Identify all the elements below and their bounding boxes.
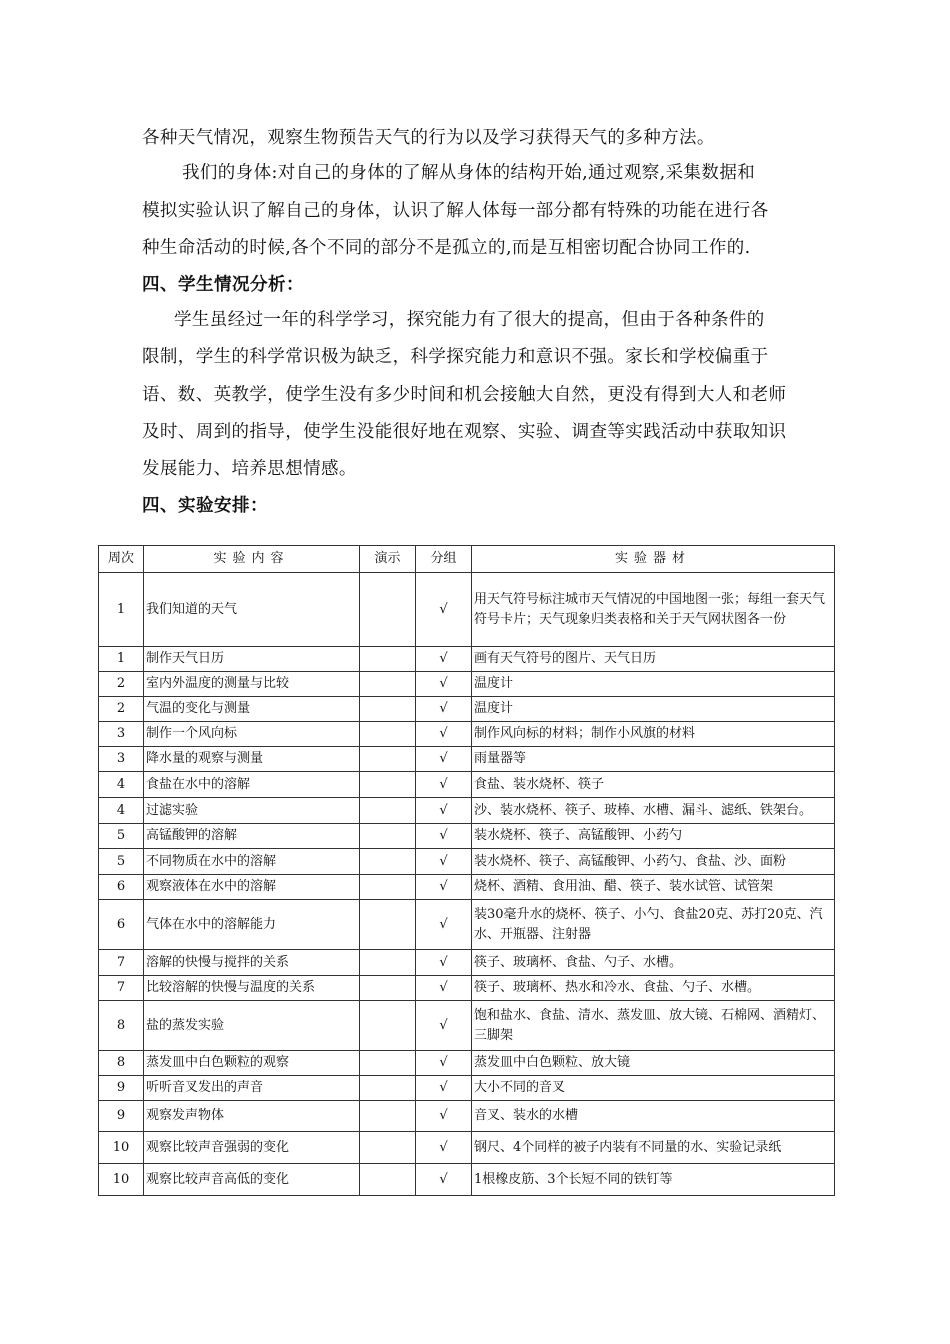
cell-content: 气体在水中的溶解能力 [144,900,360,950]
cell-materials: 制作风向标的材料；制作小风旗的材料 [472,722,835,747]
table-row [99,1051,835,1076]
text-line: 发展能力、培养思想情感。 [142,459,357,479]
cell-demo [360,697,416,722]
cell-group: √ [416,672,472,697]
cell-materials: 饱和盐水、食盐、清水、蒸发皿、放大镜、石棉网、酒精灯、三脚架 [472,1001,835,1051]
cell-content: 降水量的观察与测量 [144,747,360,772]
text-line: 我们的身体:对自己的身体的了解从身体的结构开始,通过观察,采集数据和 [182,163,756,183]
text-line: 模拟实验认识了解自己的身体，认识了解人体每一部分都有特殊的功能在进行各 [142,201,769,221]
cell-content: 观察发声物体 [144,1101,360,1132]
cell-content: 高锰酸钾的溶解 [144,824,360,849]
header-week: 周次 [99,546,144,573]
cell-week: 4 [99,772,144,798]
cell-group: √ [416,849,472,875]
cell-demo [360,573,416,647]
cell-materials: 画有天气符号的图片、天气日历 [472,647,835,672]
cell-week: 10 [99,1164,144,1196]
cell-content: 气温的变化与测量 [144,697,360,722]
cell-group: √ [416,1001,472,1051]
cell-materials: 温度计 [472,697,835,722]
table-row [99,697,835,722]
cell-week: 1 [99,573,144,647]
cell-week: 1 [99,647,144,672]
cell-materials: 温度计 [472,672,835,697]
cell-materials: 筷子、玻璃杯、热水和冷水、食盐、勺子、水槽。 [472,976,835,1001]
cell-materials: 蒸发皿中白色颗粒、放大镜 [472,1051,835,1076]
cell-demo [360,1132,416,1164]
table-row [99,900,835,950]
cell-week: 7 [99,976,144,1001]
cell-demo [360,1164,416,1196]
cell-group: √ [416,647,472,672]
cell-content: 溶解的快慢与搅拌的关系 [144,950,360,976]
cell-group: √ [416,722,472,747]
cell-group: √ [416,875,472,900]
text-line: 及时、周到的指导，使学生没能很好地在观察、实验、调查等实践活动中获取知识 [142,422,787,442]
table-row [99,875,835,900]
table-row [99,1101,835,1132]
table-row [99,772,835,798]
table-row [99,976,835,1001]
cell-group: √ [416,747,472,772]
cell-week: 6 [99,875,144,900]
cell-demo [360,950,416,976]
cell-week: 7 [99,950,144,976]
header-demo: 演示 [360,546,416,573]
table-row [99,1164,835,1196]
cell-demo [360,647,416,672]
cell-demo [360,747,416,772]
cell-materials: 音叉、装水的水槽 [472,1101,835,1132]
cell-content: 观察比较声音高低的变化 [144,1164,360,1196]
cell-content: 食盐在水中的溶解 [144,772,360,798]
experiment-schedule-table [98,545,835,1196]
cell-demo [360,824,416,849]
cell-demo [360,900,416,950]
table-row [99,747,835,772]
cell-content: 观察比较声音强弱的变化 [144,1132,360,1164]
cell-demo [360,772,416,798]
cell-content: 室内外温度的测量与比较 [144,672,360,697]
cell-demo [360,1101,416,1132]
cell-group: √ [416,1164,472,1196]
table-row [99,950,835,976]
cell-content: 比较溶解的快慢与温度的关系 [144,976,360,1001]
cell-week: 5 [99,824,144,849]
cell-demo [360,1051,416,1076]
cell-materials: 装30毫升水的烧杯、筷子、小勺、食盐20克、苏打20克、汽水、开瓶器、注射器 [472,900,835,950]
text-line: 种生命活动的时候,各个不同的部分不是孤立的,而是互相密切配合协同工作的. [142,238,751,258]
header-materials: 实验器材 [472,546,835,573]
cell-demo [360,1001,416,1051]
cell-demo [360,849,416,875]
header-content: 实验内容 [144,546,360,573]
table-row [99,824,835,849]
cell-week: 9 [99,1101,144,1132]
section-heading-experiments: 四、实验安排： [142,496,268,516]
cell-group: √ [416,1076,472,1101]
header-group: 分组 [416,546,472,573]
table-header-row [99,546,835,573]
table-row [99,1076,835,1101]
cell-group: √ [416,1132,472,1164]
table-row [99,647,835,672]
table-row [99,798,835,824]
cell-demo [360,976,416,1001]
cell-week: 3 [99,747,144,772]
cell-week: 5 [99,849,144,875]
cell-materials: 大小不同的音叉 [472,1076,835,1101]
cell-group: √ [416,1051,472,1076]
cell-materials: 装水烧杯、筷子、高锰酸钾、小药勺 [472,824,835,849]
cell-materials: 钢尺、4个同样的被子内装有不同量的水、实验记录纸 [472,1132,835,1164]
cell-week: 2 [99,697,144,722]
text-line: 限制，学生的科学常识极为缺乏，科学探究能力和意识不强。家长和学校偏重于 [142,347,769,367]
cell-week: 9 [99,1076,144,1101]
cell-content: 不同物质在水中的溶解 [144,849,360,875]
section-heading-students: 四、学生情况分析： [142,275,304,295]
cell-week: 3 [99,722,144,747]
cell-materials: 烧杯、酒精、食用油、醋、筷子、装水试管、试管架 [472,875,835,900]
text-line: 各种天气情况，观察生物预告天气的行为以及学习获得天气的多种方法。 [142,128,715,148]
cell-group: √ [416,950,472,976]
cell-week: 4 [99,798,144,824]
table-body [99,573,835,1196]
cell-materials: 沙、装水烧杯、筷子、玻棒、水槽、漏斗、滤纸、铁架台。 [472,798,835,824]
cell-demo [360,722,416,747]
cell-content: 观察液体在水中的溶解 [144,875,360,900]
cell-group: √ [416,900,472,950]
cell-materials: 用天气符号标注城市天气情况的中国地图一张；每组一套天气符号卡片；天气现象归类表格和关于天气网状图各一份 [472,573,835,647]
cell-content: 蒸发皿中白色颗粒的观察 [144,1051,360,1076]
cell-week: 2 [99,672,144,697]
cell-materials: 装水烧杯、筷子、高锰酸钾、小药勺、食盐、沙、面粉 [472,849,835,875]
table-row [99,1001,835,1051]
cell-group: √ [416,772,472,798]
cell-group: √ [416,824,472,849]
cell-group: √ [416,976,472,1001]
cell-week: 8 [99,1001,144,1051]
cell-week: 10 [99,1132,144,1164]
cell-content: 听听音叉发出的声音 [144,1076,360,1101]
table-row [99,849,835,875]
cell-group: √ [416,697,472,722]
cell-week: 8 [99,1051,144,1076]
cell-content: 制作天气日历 [144,647,360,672]
cell-demo [360,1076,416,1101]
cell-content: 过滤实验 [144,798,360,824]
cell-week: 6 [99,900,144,950]
cell-demo [360,875,416,900]
cell-demo [360,798,416,824]
table-row [99,573,835,647]
table-row [99,722,835,747]
cell-materials: 食盐、装水烧杯、筷子 [472,772,835,798]
cell-group: √ [416,1101,472,1132]
table-row [99,1132,835,1164]
cell-group: √ [416,573,472,647]
cell-content: 制作一个风向标 [144,722,360,747]
cell-content: 我们知道的天气 [144,573,360,647]
cell-materials: 筷子、玻璃杯、食盐、勺子、水槽。 [472,950,835,976]
cell-content: 盐的蒸发实验 [144,1001,360,1051]
cell-materials: 1根橡皮筋、3个长短不同的铁钉等 [472,1164,835,1196]
cell-group: √ [416,798,472,824]
text-line: 学生虽经过一年的科学学习，探究能力有了很大的提高，但由于各种条件的 [174,310,765,330]
cell-demo [360,672,416,697]
text-line: 语、数、英教学，使学生没有多少时间和机会接触大自然，更没有得到大人和老师 [142,385,787,405]
cell-materials: 雨量器等 [472,747,835,772]
table-row [99,672,835,697]
